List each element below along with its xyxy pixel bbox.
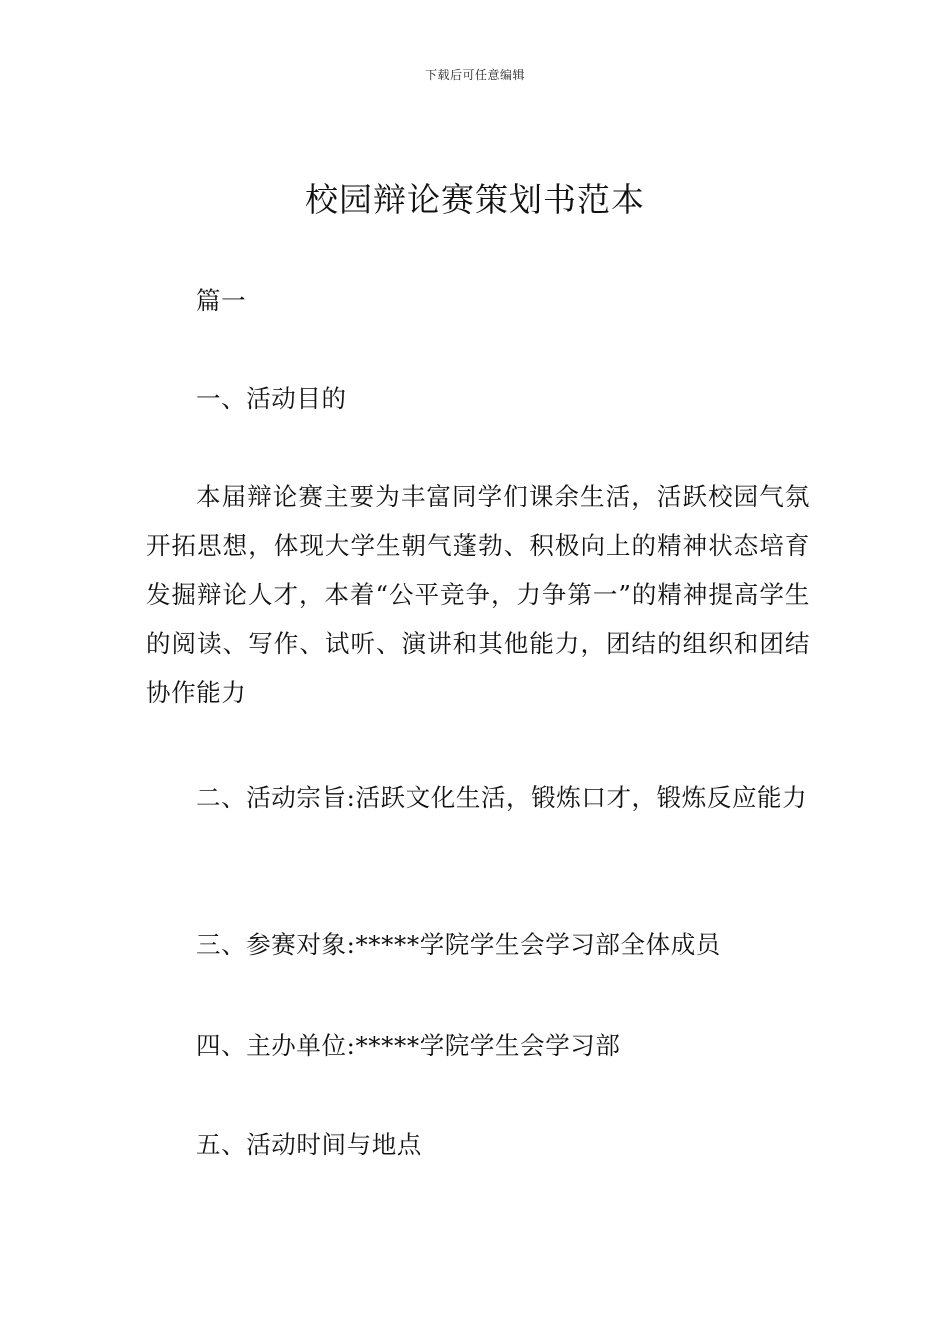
paragraph-activity-purpose: 本届辩论赛主要为丰富同学们课余生活，活跃校园气氛开拓思想，体现大学生朝气蓬勃、积极向上的精神状态培育发掘辩论人才，本着“公平竞争，力争第一”的精神提高学生的阅读、写作、试听、演讲和其他能力，团结的组织和团结协作能力 bbox=[146, 482, 810, 707]
heading-activity-aim: 二、活动宗旨:活跃文化生活，锻炼口才，锻炼反应能力 bbox=[196, 783, 808, 812]
header-note: 下载后可任意编辑 bbox=[424, 68, 525, 82]
heading-time-location: 五、活动时间与地点 bbox=[196, 1130, 422, 1159]
heading-participants: 三、参赛对象:*****学院学生会学习部全体成员 bbox=[196, 930, 721, 959]
section-label: 篇一 bbox=[196, 286, 247, 315]
heading-organizer: 四、主办单位:*****学院学生会学习部 bbox=[196, 1031, 621, 1060]
heading-activity-purpose: 一、活动目的 bbox=[196, 384, 347, 413]
document-title: 校园辩论赛策划书范本 bbox=[305, 180, 645, 219]
